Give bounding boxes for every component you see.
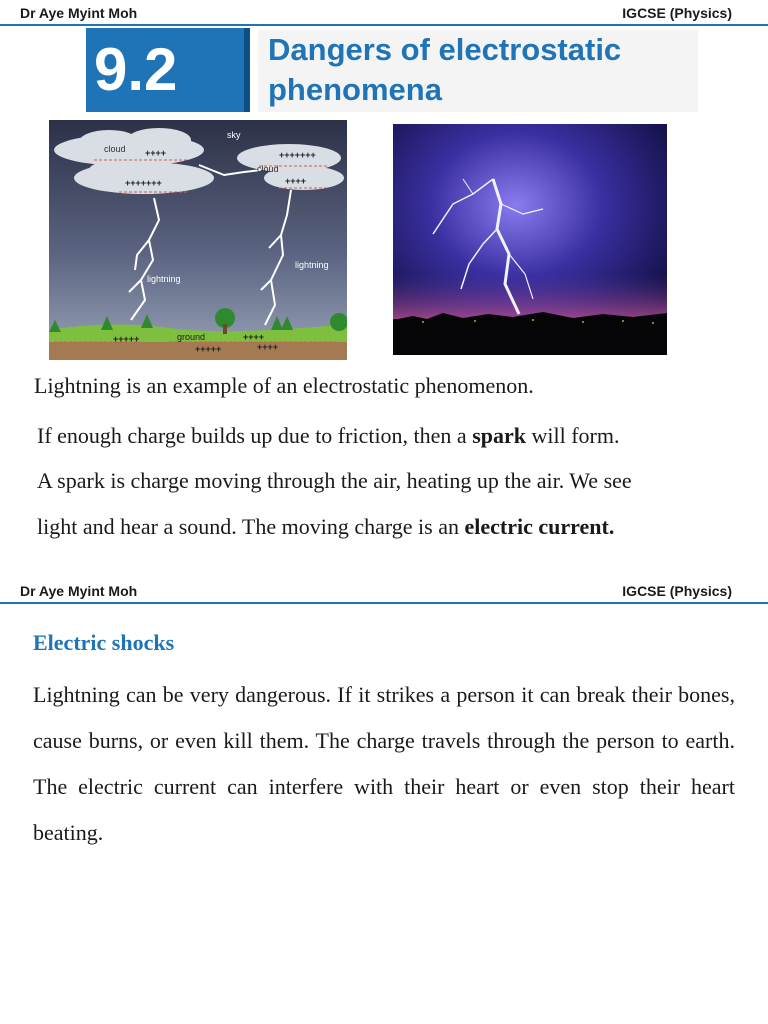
plus-signs-3: +++++++ [279, 150, 316, 160]
label-sky: sky [227, 130, 241, 140]
page-header [0, 0, 768, 26]
page-header-2 [0, 578, 768, 604]
lightning-diagram [49, 120, 347, 360]
intro-line-1: Lightning is an example of an electrostatic phenomenon. [34, 373, 534, 398]
intro-line-3: A spark is charge moving through the air, heating up the air. We see [37, 468, 632, 493]
plus-signs-7: ++++ [243, 332, 265, 342]
spark-term: spark [472, 423, 526, 448]
label-lightning-1: lightning [147, 274, 181, 284]
section-title-line2: phenomena [268, 72, 442, 107]
plus-signs-1: ++++ [145, 148, 167, 158]
electric-shocks-body: Lightning can be very dangerous. If it strikes a person it can break their bones, cause burns, or even kill them. The charge travels through the person to earth. The electric current can interfere with their heart or even stop their heart beating. [33, 682, 735, 845]
electric-shocks-heading: Electric shocks [33, 630, 175, 655]
course-name-2: IGCSE (Physics) [622, 583, 732, 599]
plus-signs-5: +++++ [113, 334, 140, 344]
plus-signs-2: +++++++ [125, 178, 162, 188]
intro-line-2: If enough charge builds up due to friction, then a spark will form. [37, 423, 620, 448]
plus-signs-8: ++++ [257, 342, 279, 352]
intro-line-4: light and hear a sound. The moving charge is an electric current. [37, 514, 615, 539]
author-name-2: Dr Aye Myint Moh [20, 583, 138, 599]
electric-current-term: electric current. [464, 514, 615, 539]
course-name: IGCSE (Physics) [622, 5, 732, 21]
section-number: 9.2 [86, 28, 250, 112]
label-cloud-2: cloud [257, 164, 279, 174]
author-name: Dr Aye Myint Moh [20, 5, 138, 21]
section-title [258, 30, 698, 112]
label-cloud-1: cloud [104, 144, 126, 154]
plus-signs-6: +++++ [195, 344, 222, 354]
lightning-photo [393, 124, 667, 355]
plus-signs-4: ++++ [285, 176, 307, 186]
label-ground: ground [177, 332, 206, 342]
label-lightning-2: lightning [295, 260, 329, 270]
section-title-line1: Dangers of electrostatic [268, 32, 622, 67]
